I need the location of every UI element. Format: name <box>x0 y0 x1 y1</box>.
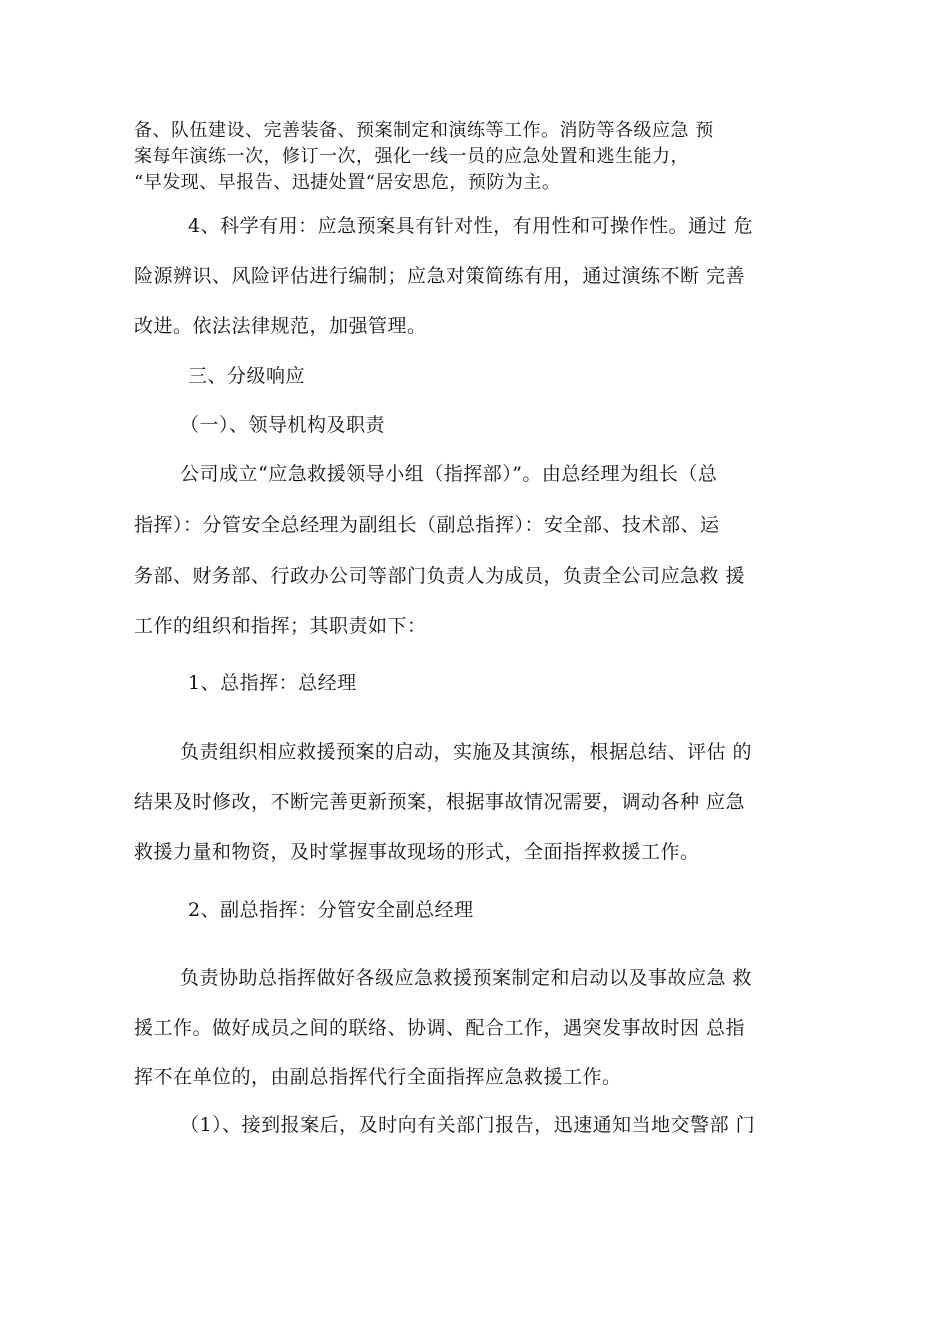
role-1-line-2: 结果及时修改，不断完善更新预案，根据事故情况需要，调动各种 应急 <box>134 791 746 813</box>
role-2-line-1: 负责协助总指挥做好各级应急救援预案制定和启动以及事故应急 救 <box>180 967 753 989</box>
leadership-line-3: 务部、财务部、行政办公司等部门负责人为成员，负责全公司应急救 援 <box>134 565 746 587</box>
intro-line-3: “早发现、早报告、迅捷处置“居安思危，预防为主。 <box>134 172 561 193</box>
role-2-line-2: 援工作。做好成员之间的联络、协调、配合工作，遇突发事故时因 总指 <box>134 1017 746 1039</box>
principle-4-line-1: 4、科学有用：应急预案具有针对性，有用性和可操作性。通过 危 <box>188 215 754 237</box>
principle-4-line-3: 改进。依法法律规范，加强管理。 <box>134 315 427 337</box>
leadership-line-4: 工作的组织和指挥；其职责如下： <box>134 615 427 637</box>
leadership-line-1: 公司成立“应急救援领导小组（指挥部）”。由总经理为组长（总 <box>180 463 718 485</box>
role-1-line-1: 负责组织相应救援预案的启动，实施及其演练，根据总结、评估 的 <box>180 741 753 763</box>
role-1-line-3: 救援力量和物资，及时掌握事故现场的形式，全面指挥救援工作。 <box>134 841 700 863</box>
item-1-line: （1）、接到报案后，及时向有关部门报告，迅速通知当地交警部 门 <box>180 1114 756 1136</box>
section-heading-grading-response: 三、分级响应 <box>188 365 306 387</box>
role-1-heading: 1、总指挥：总经理 <box>188 672 357 694</box>
subsection-heading-leadership: （一）、领导机构及职责 <box>180 414 386 436</box>
principle-4-line-2: 险源辨识、风险评估进行编制；应急对策简练有用，通过演练不断 完善 <box>134 265 746 287</box>
intro-line-1: 备、队伍建设、完善装备、预案制定和演练等工作。消防等各级应急 预 <box>134 120 714 141</box>
leadership-line-2: 指挥）：分管安全总经理为副组长（副总指挥）：安全部、技术部、运 <box>134 514 720 536</box>
role-2-heading: 2、副总指挥：分管安全副总经理 <box>188 899 474 921</box>
intro-line-2: 案每年演练一次，修订一次，强化一线一员的应急处置和逃生能力， <box>134 146 689 167</box>
role-2-line-3: 挥不在单位的，由副总指挥代行全面指挥应急救援工作。 <box>134 1066 622 1088</box>
